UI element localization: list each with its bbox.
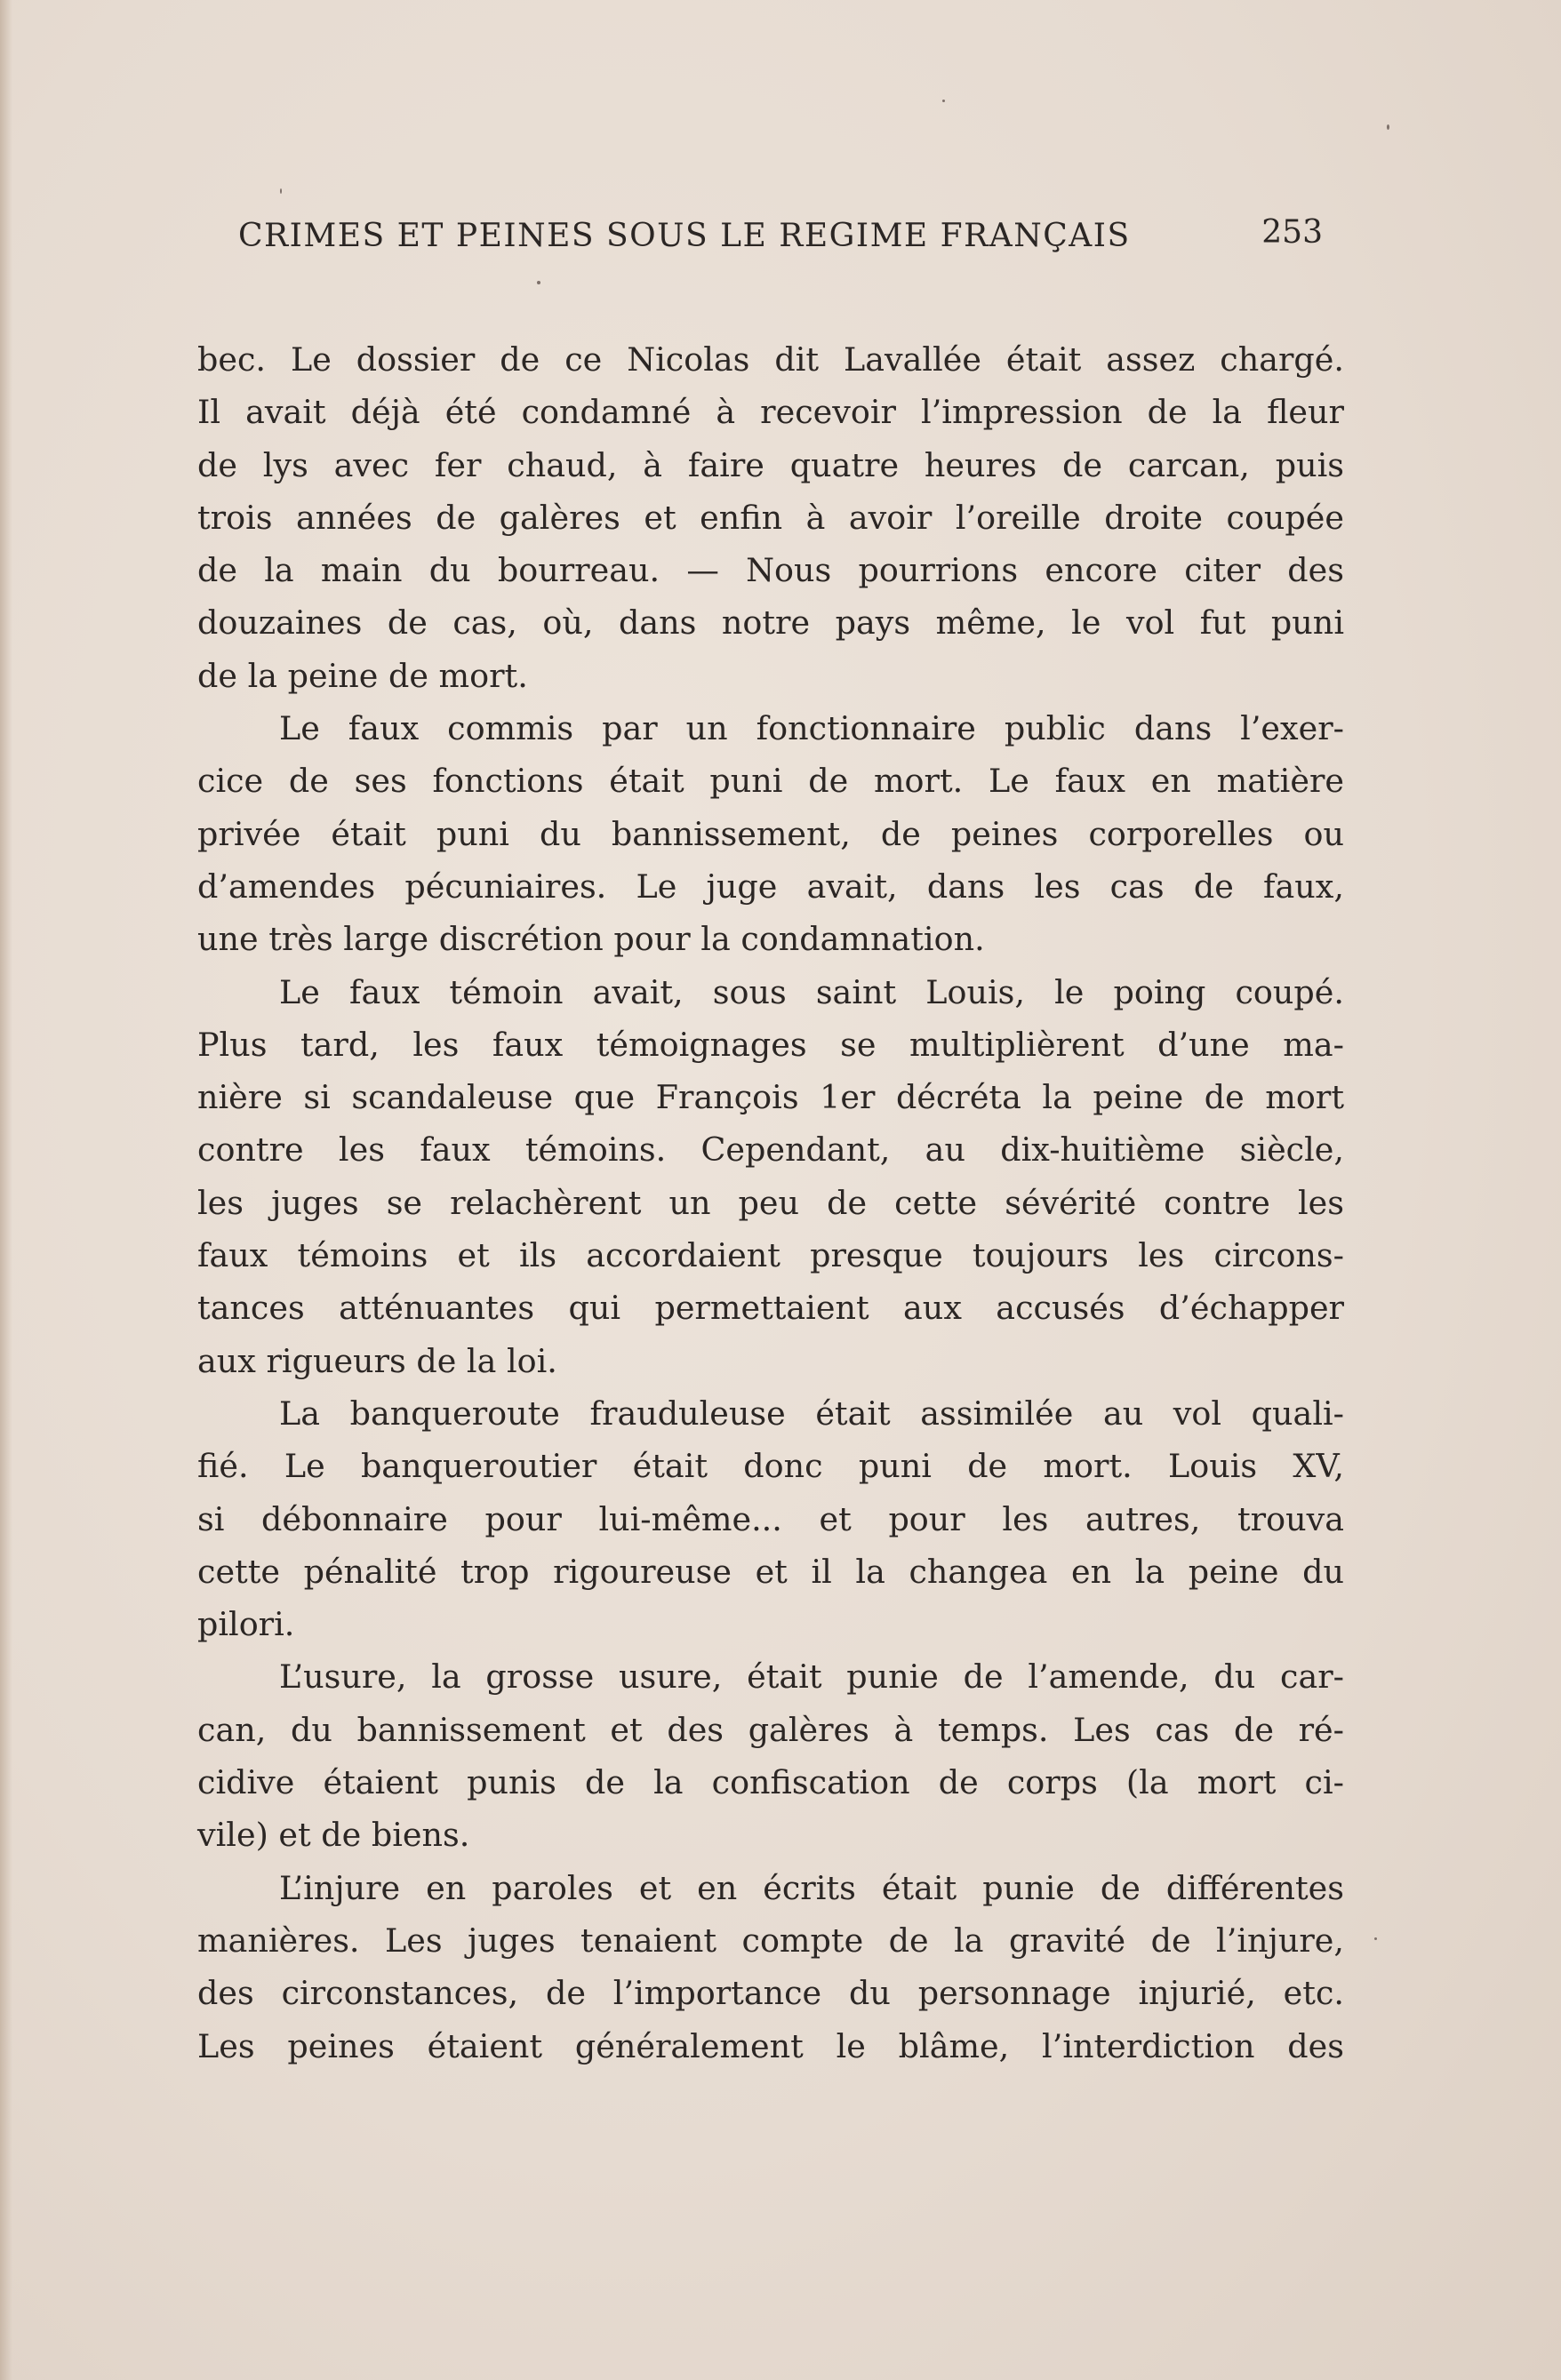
text-line: de la peine de mort. (197, 656, 528, 695)
text-line: L’injure en paroles et en écrits était punie de différentes (279, 1868, 1344, 1907)
text-line: des circonstances, de l’importance du personnage injurié, etc. (197, 1974, 1344, 2013)
text-line: nière si scandaleuse que François 1er décréta la peine de mort (197, 1078, 1344, 1117)
text-line: La banqueroute frauduleuse était assimilée au vol quali- (279, 1394, 1344, 1433)
text-line: cidive étaient punis de la confiscation de corps (la mort ci- (197, 1763, 1344, 1802)
text-line: pilori. (197, 1605, 295, 1644)
text-line: Les peines étaient généralement le blâme, l’interdiction des (197, 2026, 1344, 2065)
page-number: 253 (1261, 214, 1323, 251)
text-line: fié. Le banqueroutier était donc puni de mort. Louis XV, (197, 1447, 1344, 1486)
text-line: de la main du bourreau. — Nous pourrions encore citer des (197, 551, 1344, 590)
text-line: les juges se relachèrent un peu de cette sévérité contre les (197, 1183, 1344, 1222)
running-title: CRIMES ET PEINES SOUS LE REGIME FRANÇAIS (238, 218, 1131, 254)
paper-speck (942, 100, 945, 102)
text-line: can, du bannissement et des galères à temps. Les cas de ré- (197, 1710, 1344, 1749)
page-left-edge-shadow (0, 0, 12, 2380)
text-line: L’usure, la grosse usure, était punie de l’amende, du car- (279, 1657, 1344, 1697)
text-line: bec. Le dossier de ce Nicolas dit Lavallée était assez chargé. (197, 340, 1344, 379)
paper-speck (1387, 124, 1389, 130)
text-line: si débonnaire pour lui-même... et pour les autres, trouva (197, 1499, 1344, 1538)
text-line: douzaines de cas, où, dans notre pays même, le vol fut puni (197, 603, 1344, 643)
text-line: manières. Les juges tenaient compte de la gravité de l’injure, (197, 1921, 1344, 1960)
text-line: d’amendes pécuniaires. Le juge avait, dans les cas de faux, (197, 867, 1344, 906)
text-line: une très large discrétion pour la condamnation. (197, 920, 985, 959)
text-line: Il avait déjà été condamné à recevoir l’impression de la fleur (197, 393, 1344, 432)
paper-speck (1374, 1937, 1377, 1940)
running-head (238, 214, 1323, 271)
text-line: aux rigueurs de la loi. (197, 1341, 557, 1380)
text-line: faux témoins et ils accordaient presque toujours les circons- (197, 1236, 1344, 1275)
body-text (197, 333, 1344, 2073)
text-line: Plus tard, les faux témoignages se multiplièrent d’une ma- (197, 1025, 1344, 1064)
text-line: cice de ses fonctions était puni de mort. Le faux en matière (197, 762, 1344, 801)
text-line: tances atténuantes qui permettaient aux accusés d’échapper (197, 1289, 1344, 1328)
text-line: Le faux commis par un fonctionnaire public dans l’exer- (279, 709, 1344, 748)
paper-speck (537, 281, 540, 284)
text-line: vile) et de biens. (197, 1816, 470, 1855)
text-line: trois années de galères et enfin à avoir l’oreille droite coupée (197, 498, 1344, 537)
text-line: privée était puni du bannissement, de peines corporelles ou (197, 814, 1344, 853)
text-line: de lys avec fer chaud, à faire quatre heures de carcan, puis (197, 445, 1344, 484)
text-line: cette pénalité trop rigoureuse et il la changea en la peine du (197, 1552, 1344, 1591)
paper-speck (280, 188, 282, 194)
text-line: Le faux témoin avait, sous saint Louis, le poing coupé. (279, 972, 1344, 1011)
text-line: contre les faux témoins. Cependant, au dix-huitième siècle, (197, 1130, 1344, 1170)
